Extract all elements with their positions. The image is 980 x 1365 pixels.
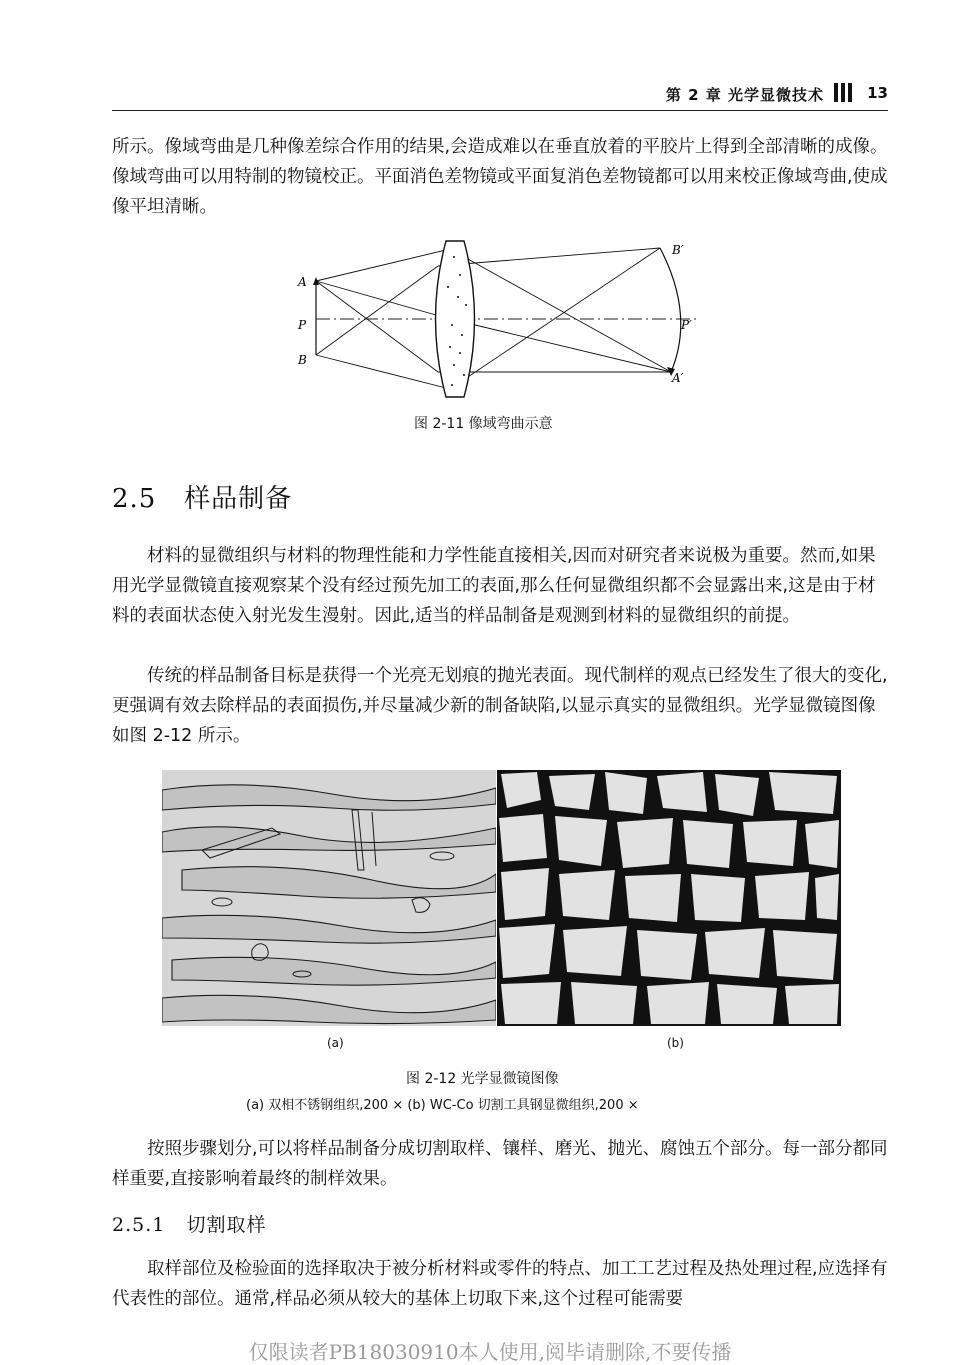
page-number: 13	[867, 84, 888, 102]
section-heading	[112, 478, 292, 515]
section-title: 样品制备	[184, 484, 293, 514]
paragraph-1: 所示。像域弯曲是几种像差综合作用的结果,会造成难以在垂直放着的平胶片上得到全部清晰的成像。像域弯曲可以用特制的物镜校正。平面消色差物镜或平面复消色差物镜都可以用来校正像域弯曲,使成像平坦清晰。	[112, 137, 888, 217]
label-B: B	[298, 353, 307, 367]
label-B-prime: B′	[672, 243, 684, 257]
micrograph-a-duplex-stainless	[162, 770, 496, 1026]
label-A: A	[298, 275, 307, 289]
biconvex-lens	[436, 241, 475, 397]
subfigure-label-b: (b)	[667, 1036, 684, 1050]
micrograph-b-wc-co	[497, 770, 841, 1026]
figure-2-12-subcaption: (a) 双相不锈钢组织,200 × (b) WC-Co 切割工具钢显微组织,200 ×	[246, 1098, 639, 1113]
section-number: 2.5	[112, 484, 157, 514]
header-ornament	[834, 83, 852, 102]
label-A-prime: A′	[672, 371, 684, 385]
subfigure-label-a: (a)	[327, 1036, 344, 1050]
micrograph-a-texture	[162, 770, 496, 1026]
subsection-number: 2.5.1	[112, 1214, 166, 1236]
micrograph-b-texture	[497, 770, 841, 1026]
figure-2-11-caption: 图 2-11 像域弯曲示意	[414, 416, 553, 432]
paragraph-2: 材料的显微组织与材料的物理性能和力学性能直接相关,因而对研究者来说极为重要。然而,如果用光学显微镜直接观察某个没有经过预先加工的表面,那么任何显微组织都不会显露出来,这是由于材料的表面状态使入射光发生漫射。因此,适当的样品制备是观测到材料的显微组织的前提。	[112, 546, 876, 626]
label-P: P	[298, 318, 307, 332]
paragraph-4: 按照步骤划分,可以将样品制备分成切割取样、镶样、磨光、抛光、腐蚀五个部分。每一部分都同样重要,直接影响着最终的制样效果。	[112, 1139, 888, 1189]
reader-watermark: 仅限读者PB18030910本人使用,阅毕请删除,不要传播	[248, 1340, 732, 1364]
figure-2-11-diagram	[290, 235, 710, 410]
label-P-prime: P′	[681, 318, 692, 332]
paragraph-5: 取样部位及检验面的选择取决于被分析材料或零件的特点、加工工艺过程及热处理过程,应选择有代表性的部位。通常,样品必须从较大的基体上切取下来,这个过程可能需要	[112, 1259, 888, 1309]
subsection-title: 切割取样	[186, 1214, 267, 1236]
running-header	[112, 80, 888, 111]
curved-image-arc	[660, 248, 681, 372]
figure-2-12-caption: 图 2-12 光学显微镜图像	[406, 1071, 559, 1087]
paragraph-3: 传统的样品制备目标是获得一个光亮无划痕的抛光表面。现代制样的观点已经发生了很大的变化,更强调有效去除样品的表面损伤,并尽量减少新的制备缺陷,以显示真实的显微组织。光学显微镜图像如图 2-12 所示。	[112, 666, 888, 746]
chapter-title: 第 2 章 光学显微技术	[665, 86, 824, 104]
subsection-heading	[112, 1210, 267, 1237]
